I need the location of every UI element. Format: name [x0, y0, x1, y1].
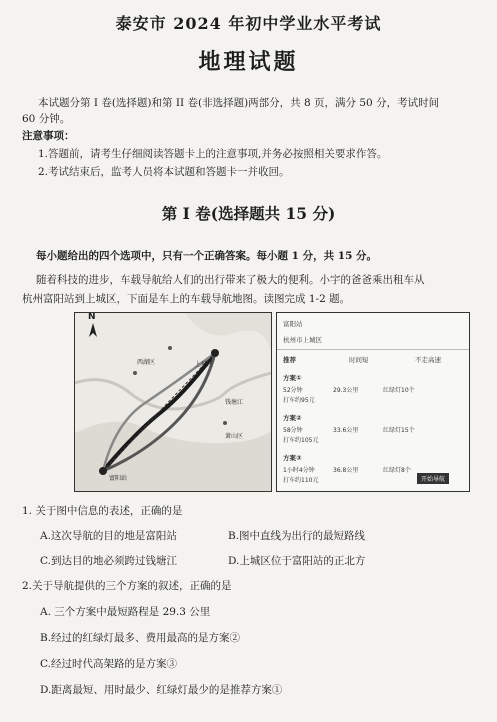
question-2-option-b[interactable]: B.经过的红绿灯最多、费用最高的是方案② [40, 632, 241, 644]
route-1-tag[interactable]: 方案① [283, 374, 302, 382]
section-title: 第 I 卷(选择题共 15 分) [161, 204, 336, 223]
tab-shortest-time[interactable]: 时间短 [349, 356, 369, 364]
intro-line-2: 60 分钟。 [22, 113, 71, 125]
route-start: 富阳站 [283, 320, 303, 328]
note-1: 1.答题前，请考生仔细阅读答题卡上的注意事项,并务必按照相关要求作答。 [38, 148, 388, 160]
route-1-lights: 红绿灯10个 [383, 387, 415, 394]
route-1-dist: 29.3公里 [333, 387, 359, 394]
question-2-stem: 2.关于导航提供的三个方案的叙述，正确的是 [22, 580, 232, 592]
question-1-stem: 1. 关于图中信息的表述，正确的是 [22, 505, 183, 517]
map-label-qiantang: 钱塘江 [225, 399, 244, 406]
map-label-xihu: 西湖区 [137, 359, 156, 366]
section-instruction: 每小题给出的四个选项中，只有一个正确答案。每小题 1 分，共 15 分。 [36, 250, 378, 262]
map-label-fuyang: 富阳站 [109, 475, 128, 482]
route-3-time: 1小时4分钟 [283, 467, 315, 474]
notes-heading: 注意事项： [22, 130, 75, 142]
subject-title: 地理试题 [198, 49, 299, 75]
question-1-option-a[interactable]: A.这次导航的目的地是富阳站 [40, 530, 177, 542]
route-3-fee: 打车约110元 [283, 477, 319, 484]
route-1-fee: 打车约95元 [283, 397, 315, 404]
map-label-shangcheng: 上城区 [195, 361, 214, 368]
route-1-time: 52分钟 [283, 387, 303, 394]
route-end: 杭州市上城区 [283, 336, 322, 344]
question-2-option-c[interactable]: C.经过时代高架路的是方案③ [40, 658, 177, 670]
route-3-lights: 红绿灯8个 [383, 467, 411, 474]
question-1-option-b[interactable]: B.图中直线为出行的最短路线 [228, 530, 366, 542]
start-navigation-button[interactable]: 开始导航 [417, 473, 449, 484]
north-label: N [88, 312, 96, 322]
route-2-fee: 打车约105元 [283, 437, 319, 444]
tab-no-highway[interactable]: 不走高速 [415, 356, 441, 364]
navigation-panel [276, 312, 470, 492]
question-2-option-a[interactable]: A. 三个方案中最短路程是 29.3 公里 [40, 606, 211, 618]
route-2-time: 58分钟 [283, 427, 303, 434]
route-3-dist: 36.8公里 [333, 467, 359, 474]
route-2-tag[interactable]: 方案② [283, 414, 302, 422]
navigation-figure [74, 312, 472, 492]
tab-recommend[interactable]: 推荐 [283, 356, 296, 364]
question-1-option-c[interactable]: C.到达目的地必须跨过钱塘江 [40, 555, 177, 567]
context-line-1: 随着科技的进步，车载导航给人们的出行带来了极大的便利。小宇的爸爸乘出租车从 [36, 274, 425, 286]
question-2-option-d[interactable]: D.距离最短、用时最少、红绿灯最少的是推荐方案① [40, 684, 283, 696]
map-label-xiaoshan: 萧山区 [225, 433, 244, 440]
route-2-dist: 33.6公里 [333, 427, 359, 434]
context-line-2: 杭州富阳站到上城区，下面是车上的车载导航地图。读图完成 1-2 题。 [22, 293, 351, 305]
note-2: 2.考试结束后，监考人员将本试题和答题卡一并收回。 [38, 166, 290, 178]
question-1-option-d[interactable]: D.上城区位于富阳站的正北方 [228, 555, 366, 567]
route-3-tag[interactable]: 方案③ [283, 454, 302, 462]
intro-line-1: 本试题分第 I 卷(选择题)和第 II 卷(非选择题)两部分，共 8 页，满分 50 分，考试时间 [38, 97, 440, 109]
exam-title: 泰安市 2024 年初中学业水平考试 [115, 14, 382, 33]
route-2-lights: 红绿灯15个 [383, 427, 415, 434]
navigation-map [74, 312, 272, 492]
